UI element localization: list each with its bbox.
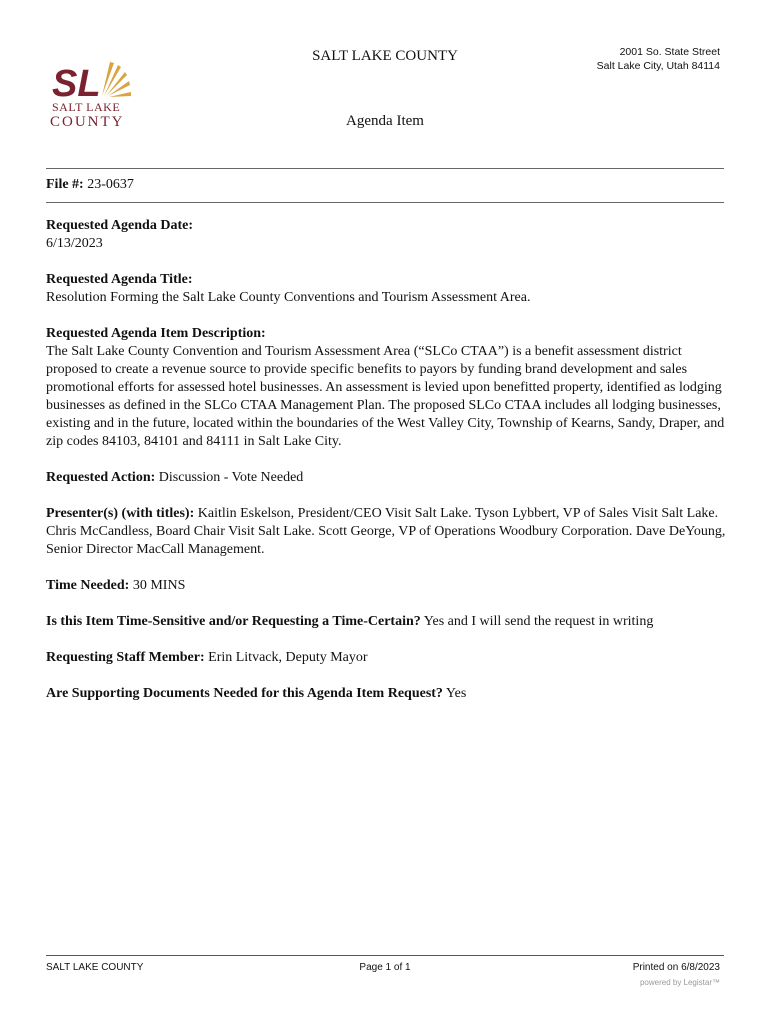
time-sensitive: Is this Item Time-Sensitive and/or Requesting a Time-Certain? Yes and I will send the request in writing xyxy=(46,614,654,629)
file-divider xyxy=(46,202,724,203)
requested-description: Requested Agenda Item Description: The Salt Lake County Convention and Tourism Assessment Area (“SLCo CTAA”) is a benefit assessment district proposed to create a revenue source to provide specific benefits to payors by funding brand development and sales promotional efforts for assessed hotel businesses. An assessment is levied upon benefitted property, identified as lodging businesses as defined in the SLCo CTAA Management Plan. The proposed SLCo CTAA includes all lodging businesses, existing and in the future, located within the boundaries of the West Valley City, Township of Kearns, Sandy, Draper, and zip codes 84103, 84101 and 84111 in Salt Lake City. xyxy=(46,326,725,449)
file-number: File #: 23-0637 xyxy=(46,177,134,192)
header-divider xyxy=(46,168,724,169)
agenda-body xyxy=(46,176,726,721)
footer-powered-by: powered by Legistar™ xyxy=(639,978,720,987)
address-line-2: Salt Lake City, Utah 84114 xyxy=(596,60,720,72)
address xyxy=(597,45,720,73)
requested-title: Requested Agenda Title: Resolution Forming the Salt Lake County Conventions and Tourism Assessment Area. xyxy=(46,272,531,305)
presenters: Presenter(s) (with titles): Kaitlin Eskelson, President/CEO Visit Salt Lake. Tyson Lybbert, VP of Sales Visit Salt Lake. Chris McCandless, Board Chair Visit Salt Lake. Scott George, VP of Operations Woodbury Corporation. Dave DeYoung, Senior Director MacCall Management. xyxy=(46,506,726,557)
requested-date: Requested Agenda Date: 6/13/2023 xyxy=(46,218,193,251)
requesting-staff: Requesting Staff Member: Erin Litvack, Deputy Mayor xyxy=(46,650,368,665)
time-needed: Time Needed: 30 MINS xyxy=(46,578,186,593)
organization-name: SALT LAKE COUNTY xyxy=(312,48,458,64)
footer-divider xyxy=(46,955,724,956)
svg-text:SALT LAKE: SALT LAKE xyxy=(52,100,121,114)
footer-organization: SALT LAKE COUNTY xyxy=(46,962,144,973)
svg-text:COUNTY: COUNTY xyxy=(50,114,125,128)
svg-text:SL: SL xyxy=(52,63,101,105)
footer-printed-date: Printed on 6/8/2023 xyxy=(632,962,720,973)
document-type: Agenda Item xyxy=(346,113,424,129)
requested-action: Requested Action: Discussion - Vote Needed xyxy=(46,470,304,485)
address-line-1: 2001 So. State Street xyxy=(619,46,720,58)
supporting-documents: Are Supporting Documents Needed for this Agenda Item Request? Yes xyxy=(46,686,467,701)
footer-page-number: Page 1 of 1 xyxy=(359,962,411,973)
